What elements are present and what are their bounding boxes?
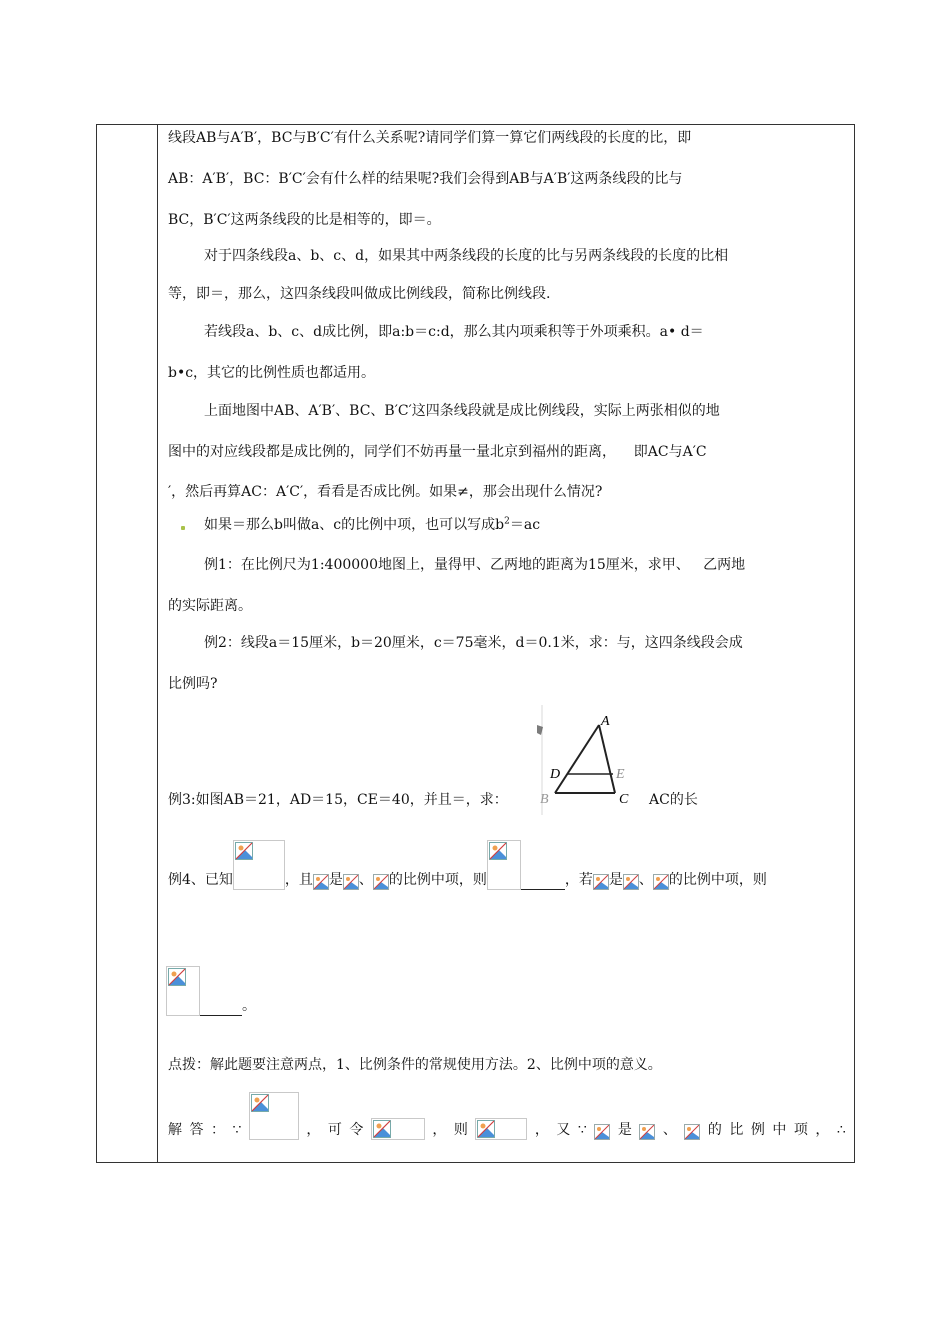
broken-image-icon	[235, 842, 255, 862]
text-span: 例4、已知	[168, 872, 233, 888]
stray-dot	[181, 526, 185, 530]
broken-image-icon	[653, 874, 669, 890]
text-span: 、	[662, 1122, 677, 1138]
text-span: 的比例中项，则	[388, 872, 487, 888]
column-divider	[157, 124, 158, 1163]
answer-line	[168, 1088, 846, 1140]
text-span: 的比例中项，则	[668, 872, 767, 888]
vertex-label-c: C	[619, 792, 629, 807]
broken-image-icon	[343, 874, 359, 890]
broken-image-icon	[373, 874, 389, 890]
example-1-line: 例1：在比例尺为1:400000地图上，量得甲、乙两地的距离为15厘米，求甲、 乙两地	[204, 557, 746, 573]
vertex-label-a: A	[601, 714, 610, 729]
formula-image-placeholder	[487, 840, 521, 890]
text-span: ，若	[564, 872, 593, 888]
example-2-line: 例2：线段a＝15厘米，b＝20厘米，c＝75毫米，d＝0.1米，求：与，这四条线段会成	[204, 635, 743, 651]
broken-image-icon	[593, 874, 609, 890]
text-line: 图中的对应线段都是成比例的，同学们不妨再量一量北京到福州的距离， 即AC与A′C	[168, 444, 707, 460]
formula-image-placeholder	[249, 1092, 299, 1140]
example-4-line	[168, 840, 767, 890]
text-span: 解	[168, 1122, 182, 1138]
text-span: ，且	[284, 872, 313, 888]
text-line: 如果＝那么b叫做a、c的比例中项，也可以写成$b^2=ac$	[204, 516, 541, 533]
text-line: AB：A′B′，BC：B′C′会有什么样的结果呢?我们会得到AB与A′B′这两条线段的比与	[168, 171, 683, 187]
text-line: BC，B′C′这两条线段的比是相等的，即＝。	[168, 212, 441, 228]
text-span: 中	[772, 1122, 787, 1138]
text-line: ′，然后再算AC：A′C′，看看是否成比例。如果≠，那会出现什么情况?	[168, 484, 603, 500]
vertex-label-d: D	[550, 767, 561, 782]
broken-image-icon	[594, 1124, 610, 1140]
answer-blank	[521, 889, 565, 890]
text-line: b•c，其它的比例性质也都适用。	[168, 365, 376, 381]
broken-image-icon	[684, 1124, 700, 1140]
broken-image-icon	[639, 1124, 655, 1140]
broken-image-icon	[168, 968, 188, 988]
formula-image-placeholder	[475, 1118, 527, 1140]
text-span: ，	[306, 1122, 321, 1138]
broken-image-icon	[251, 1094, 271, 1114]
text-span: 是	[617, 1122, 632, 1138]
text-span: 的	[707, 1122, 722, 1138]
vertex-label-b: B	[540, 792, 549, 807]
example-3-line: 例3:如图AB＝21，AD＝15，CE＝40，并且＝，求：	[168, 792, 508, 808]
text-span: 、	[638, 872, 653, 888]
text-span: 是	[608, 872, 623, 888]
vertex-label-e: E	[616, 767, 625, 782]
text-span: 比	[729, 1122, 744, 1138]
formula-image-placeholder	[166, 966, 200, 1016]
answer-blank	[200, 1015, 242, 1016]
text-span: 又	[556, 1122, 571, 1138]
text-span: ，	[534, 1122, 549, 1138]
text-span: ∵	[232, 1122, 242, 1138]
broken-image-icon	[623, 874, 639, 890]
broken-image-icon	[477, 1120, 497, 1140]
example-2-line: 比例吗?	[168, 676, 218, 692]
text-span: 可	[327, 1122, 342, 1138]
triangle-figure	[537, 705, 652, 815]
example-1-line: 的实际距离。	[168, 598, 252, 614]
text-span: 是	[328, 872, 343, 888]
example-4-answer-line	[166, 966, 256, 1016]
text-line: 若线段a、b、c、d成比例，即a:b＝c:d，那么其内项乘积等于外项乘积。a• d＝	[204, 324, 704, 340]
formula-image-placeholder	[371, 1118, 425, 1140]
text-span: 、	[358, 872, 373, 888]
text-line: 对于四条线段a、b、c、d，如果其中两条线段的长度的比与另两条线段的长度的比相	[204, 248, 729, 264]
formula-image-placeholder	[233, 840, 285, 890]
text-span: 项	[793, 1122, 808, 1138]
text-span: 例	[750, 1122, 765, 1138]
text-span: ：	[211, 1122, 225, 1138]
text-span: ，	[432, 1122, 447, 1138]
broken-image-icon	[489, 842, 509, 862]
text-span: ∴	[836, 1122, 846, 1138]
text-span: 答	[189, 1122, 204, 1138]
text-span: ，	[815, 1122, 830, 1138]
text-span: 则	[453, 1122, 468, 1138]
broken-image-icon	[373, 1120, 393, 1140]
text-line: 线段AB与A′B′，BC与B′C′有什么关系呢?请同学们算一算它们两线段的长度的比，即	[168, 130, 692, 146]
broken-image-icon	[313, 874, 329, 890]
text-line: 上面地图中AB、A′B′、BC、B′C′这四条线段就是成比例线段，实际上两张相似的地	[204, 403, 720, 419]
hint-line: 点拨：解此题要注意两点，1、比例条件的常规使用方法。2、比例中项的意义。	[168, 1057, 662, 1073]
text-span: ∵	[577, 1122, 587, 1138]
text-span: 。	[242, 998, 256, 1014]
text-span: 令	[349, 1122, 364, 1138]
text-line: 等，即＝，那么，这四条线段叫做成比例线段，简称比例线段.	[168, 286, 551, 302]
example-3-tail: AC的长	[649, 792, 698, 808]
